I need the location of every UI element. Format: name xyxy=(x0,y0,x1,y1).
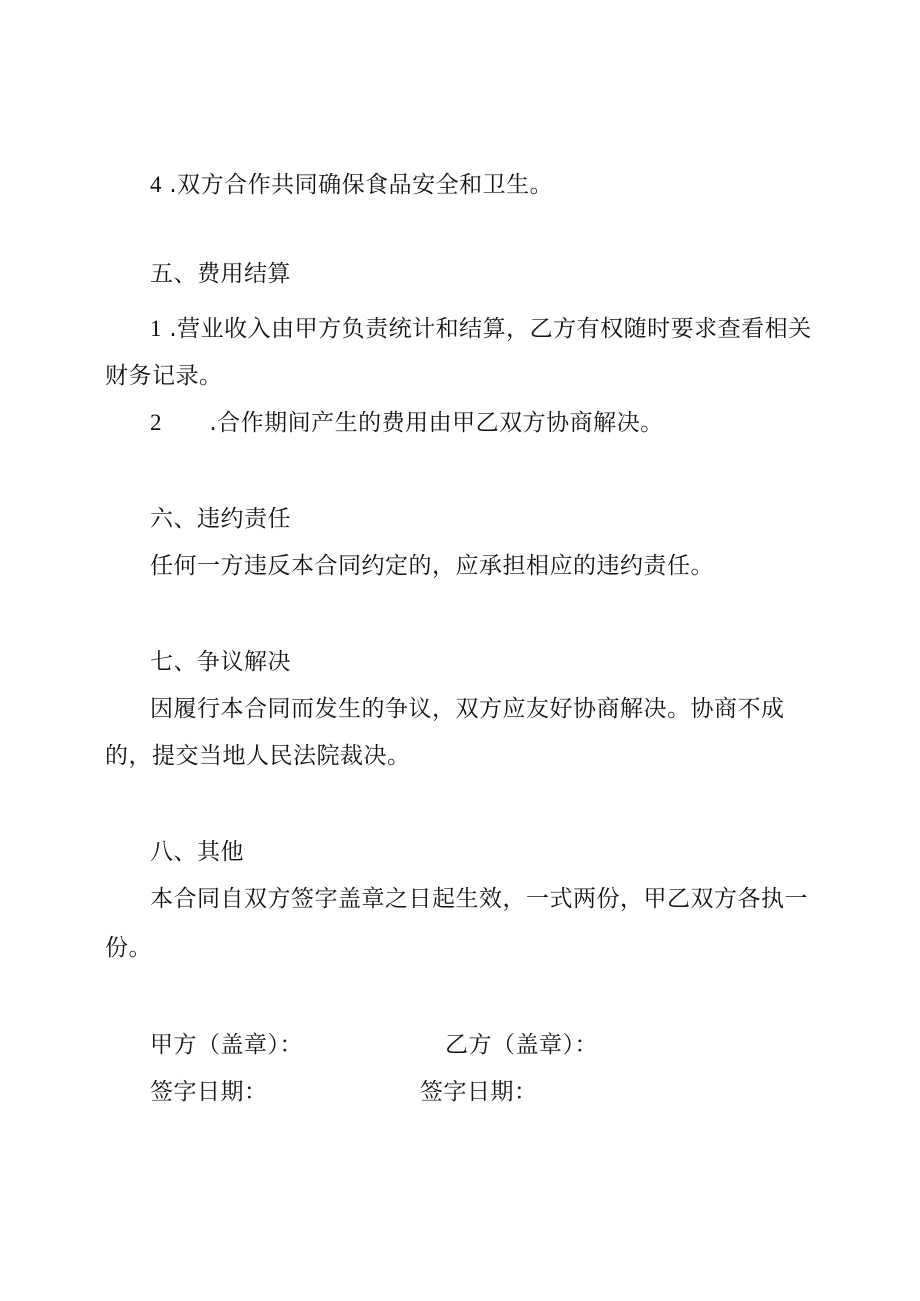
clause-5-1-line-1 xyxy=(150,314,812,344)
section-7-body-line-2: 的，提交当地人民法院裁决。 xyxy=(105,743,411,769)
clause-4-text: .双方合作共同确保食品安全和卫生。 xyxy=(169,172,554,198)
clause-5-1-line-2: 财务记录。 xyxy=(105,363,223,389)
section-7-heading: 七、争议解决 xyxy=(150,649,291,675)
clause-5-1-number: 1 xyxy=(150,316,162,341)
party-a-seal-label: 甲方（盖章）： xyxy=(150,1032,303,1058)
party-b-seal-label: 乙方（盖章）： xyxy=(445,1032,598,1058)
clause-5-1-text: .营业收入由甲方负责统计和结算，乙方有权随时要求查看相关 xyxy=(169,316,812,342)
clause-5-2-number: 2 xyxy=(150,410,162,435)
section-8-body-line-2: 份。 xyxy=(105,935,152,961)
clause-4 xyxy=(150,170,553,200)
clause-4-number: 4 xyxy=(150,172,162,197)
section-8-heading: 八、其他 xyxy=(150,839,244,865)
section-6-body: 任何一方违反本合同约定的，应承担相应的违约责任。 xyxy=(150,553,714,579)
clause-5-2-text: .合作期间产生的费用由甲乙双方协商解决。 xyxy=(209,410,664,436)
section-6-heading: 六、违约责任 xyxy=(150,506,291,532)
section-7-body-line-1: 因履行本合同而发生的争议，双方应友好协商解决。协商不成 xyxy=(150,696,785,722)
clause-5-2 xyxy=(150,408,664,438)
section-8-body-line-1: 本合同自双方签字盖章之日起生效，一式两份，甲乙双方各执一 xyxy=(150,886,808,912)
party-b-date-label: 签字日期： xyxy=(420,1079,538,1105)
section-5-heading: 五、费用结算 xyxy=(150,261,291,287)
party-a-date-label: 签字日期： xyxy=(150,1079,268,1105)
